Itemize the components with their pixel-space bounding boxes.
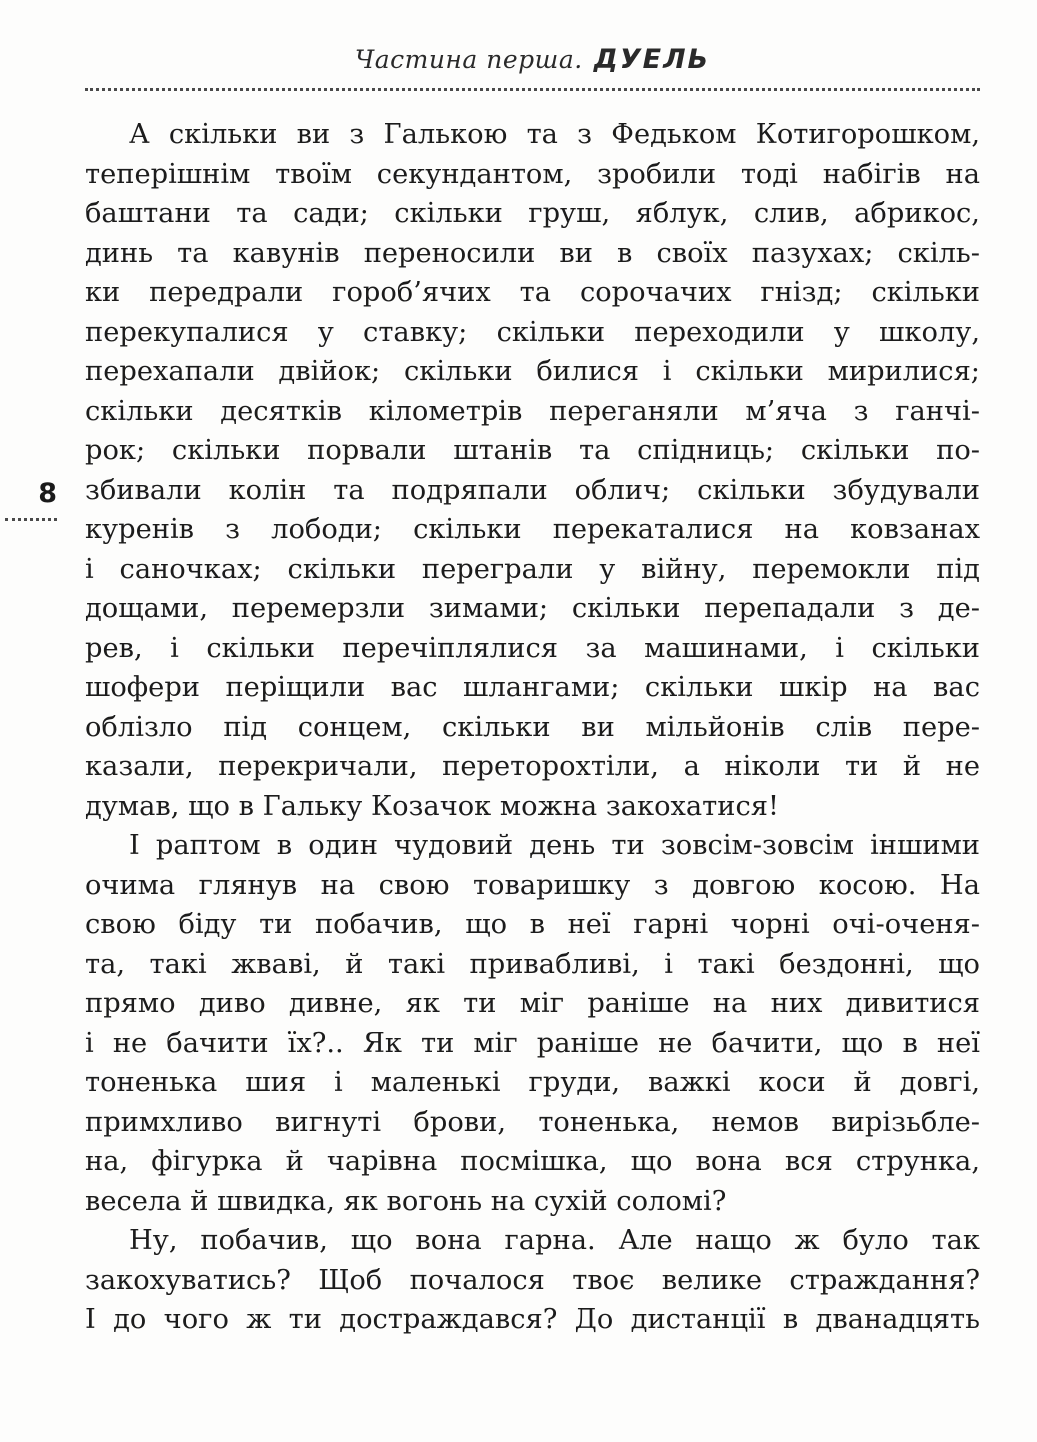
page-number: 8: [38, 478, 57, 509]
text-line: шофери періщили вас шлангами; скільки шкір на вас: [85, 672, 980, 703]
page-number-dotted-rule: [5, 518, 57, 521]
text-line: ки передрали гороб’ячих та сорочачих гнізд; скільки: [85, 277, 980, 308]
text-line: закохуватись? Щоб почалося твоє велике страждання?: [85, 1264, 980, 1296]
text-line: перехапали двійок; скільки билися і скільки мирилися;: [85, 356, 980, 387]
text-line: дощами, перемерзли зимами; скільки перепадали з де-: [85, 593, 980, 624]
text-line: динь та кавунів переносили ви в своїх пазухах; скіль-: [85, 237, 980, 269]
running-header: [85, 44, 980, 75]
text-line: рев, і скільки перечіплялися за машинами, і скільки: [85, 632, 980, 664]
text-line: теперішнім твоїм секундантом, зробили тоді набігів на: [85, 158, 980, 190]
header-part-label: Частина перша.: [354, 45, 583, 74]
text-line: І раптом в один чудовий день ти зовсім-зовсім іншими: [129, 830, 980, 861]
text-line: прямо диво дивне, як ти міг раніше на них дивитися: [85, 988, 980, 1019]
text-line: перекупалися у ставку; скільки переходили у школу,: [85, 316, 980, 348]
text-line: очима глянув на свою товаришку з довгою косою. На: [85, 869, 980, 901]
text-line: облізло під сонцем, скільки ви мільйонів слів пере-: [85, 711, 980, 743]
text-line: казали, перекричали, переторохтіли, а ніколи ти й не: [85, 751, 980, 782]
text-line: І до чого ж ти достраждався? До дистанції в дванадцять: [85, 1304, 980, 1335]
text-line: і не бачити їх?.. Як ти міг раніше не бачити, що в неї: [85, 1027, 980, 1059]
text-line: баштани та сади; скільки груш, яблук, слив, абрикос,: [85, 198, 980, 229]
text-line: рок; скільки порвали штанів та спідниць; скільки по-: [85, 435, 980, 466]
text-line: скільки десятків кілометрів переганяли м’яча з ганчі-: [85, 395, 980, 427]
text-line: збивали колін та подряпали облич; скільки збудували: [85, 474, 980, 506]
text-line: А скільки ви з Галькою та з Федьком Котигорошком,: [129, 119, 980, 150]
text-line: думав, що в Гальку Козачок можна закохатися!: [85, 790, 779, 822]
text-line: примхливо вигнуті брови, тоненька, немов вирізьбле-: [85, 1106, 980, 1138]
text-line: куренів з лободи; скільки перекаталися на ковзанах: [85, 514, 980, 545]
text-line: весела й швидка, як вогонь на сухій соломі?: [85, 1185, 727, 1217]
text-line: тоненька шия і маленькі груди, важкі коси й довгі,: [85, 1067, 980, 1098]
header-dotted-rule: [85, 88, 980, 91]
text-line: та, такі жваві, й такі привабливі, і такі бездонні, що: [85, 948, 980, 980]
text-line: і саночках; скільки переграли у війну, перемокли під: [85, 553, 980, 585]
header-chapter-title: ДУЕЛЬ: [593, 44, 711, 75]
text-line: Ну, побачив, що вона гарна. Але нащо ж було так: [129, 1225, 980, 1256]
text-line: свою біду ти побачив, що в неї гарні чорні очі-оченя-: [85, 909, 980, 940]
body-text: [85, 115, 980, 1340]
text-line: на, фігурка й чарівна посмішка, що вона вся струнка,: [85, 1146, 980, 1177]
